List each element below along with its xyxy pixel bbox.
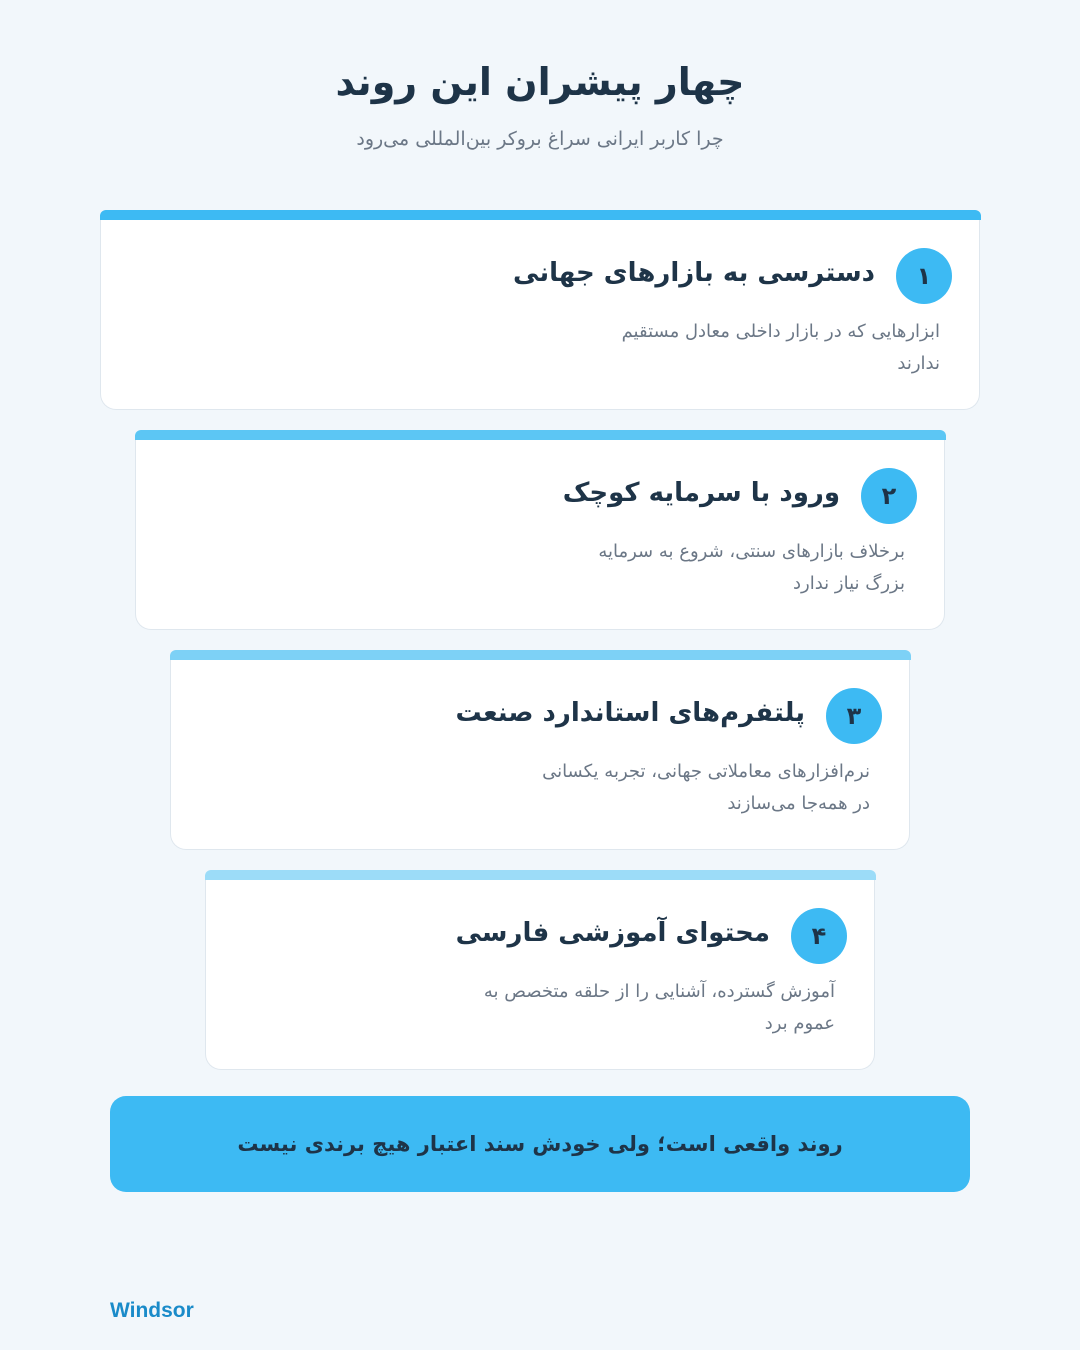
card-number-badge: ۴: [791, 908, 847, 964]
card-number-badge: ۲: [861, 468, 917, 524]
card-number-badge: ۱: [896, 248, 952, 304]
conclusion-banner: [110, 1096, 970, 1192]
driver-card-1: [100, 220, 980, 410]
driver-card-4: [205, 880, 875, 1070]
driver-card-3: [170, 660, 910, 850]
card-title: پلتفرم‌های استاندارد صنعت: [455, 698, 805, 728]
card-accent-bar: [205, 870, 876, 880]
conclusion-text: روند واقعی است؛ ولی خودش سند اعتبار هیچ برندی نیست: [237, 1132, 843, 1156]
card-description: برخلاف بازارهای سنتی، شروع به سرمایه بزرگ نیاز ندارد: [598, 541, 905, 594]
card-accent-bar: [100, 210, 981, 220]
card-description: ابزارهایی که در بازار داخلی معادل مستقیم ندارند: [621, 321, 940, 374]
card-number-badge: ۳: [826, 688, 882, 744]
card-title: دسترسی به بازارهای جهانی: [513, 258, 875, 288]
card-accent-bar: [170, 650, 911, 660]
card-title: ورود با سرمایه کوچک: [562, 478, 840, 508]
card-title: محتوای آموزشی فارسی: [455, 918, 770, 948]
brand-logo-text: Windsor: [110, 1299, 194, 1322]
driver-card-2: [135, 440, 945, 630]
card-accent-bar: [135, 430, 946, 440]
card-description: آموزش گسترده، آشنایی را از حلقه متخصص به عموم برد: [483, 981, 835, 1034]
page-title: چهار پیشران این روند: [335, 60, 745, 104]
page-subtitle: چرا کاربر ایرانی سراغ بروکر بین‌المللی می‌رود: [356, 128, 724, 150]
card-description: نرم‌افزارهای معاملاتی جهانی، تجربه یکسانی در همه‌جا می‌سازند: [542, 761, 870, 814]
